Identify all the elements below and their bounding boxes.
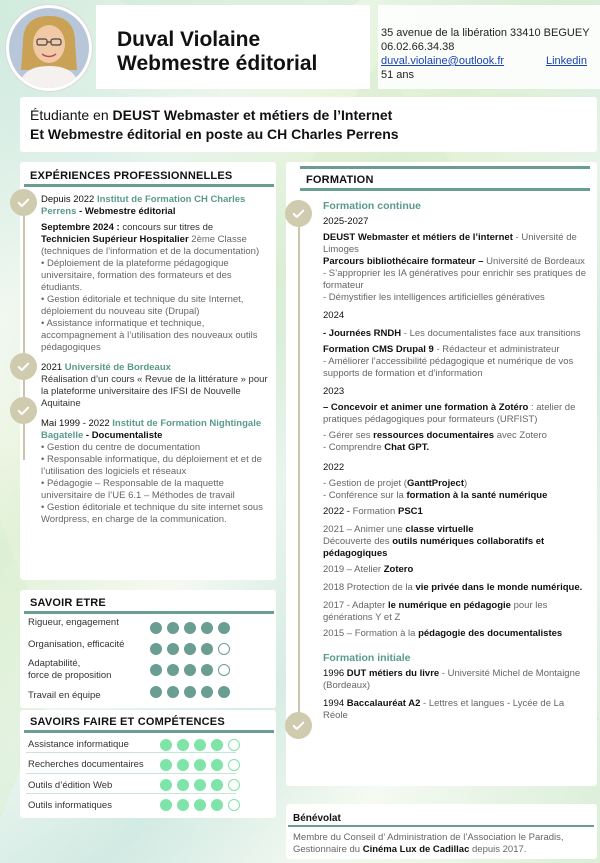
priv-a: 2018 Protection de la: [323, 582, 416, 593]
priv-b: vie privée dans le monde numérique.: [415, 582, 583, 593]
gpt-a: - Comprendre: [323, 442, 385, 453]
job3-org: Institut de Formation Nightingale Bagatelle: [41, 418, 262, 441]
savoirs-faire-title-bar: [24, 730, 274, 733]
ia-1: - S’approprier les IA génératives pour enrichir ses pratiques de formateur: [323, 268, 586, 291]
job3-bullet4: • Gestion éditoriale et technique du site internet sous Wordpress, en charge de la communication.: [41, 502, 263, 525]
job3-role: - Documentaliste: [83, 430, 163, 441]
experience-title-bar: [24, 184, 274, 187]
check-icon: [10, 189, 37, 216]
headline-degree: DEUST Webmaster et métiers de l’Internet: [112, 107, 393, 123]
skill-rating: [150, 686, 230, 698]
linkedin-link[interactable]: Linkedin: [546, 55, 587, 67]
drupal: Formation CMS Drupal 9: [323, 344, 434, 355]
zotero-1: – Concevoir et animer une formation à Zotéro: [323, 402, 529, 413]
rndh: - Journées RNDH: [323, 328, 402, 339]
person-name: Duval Violaine: [117, 28, 261, 51]
zotero-2b: ressources documentaires: [373, 430, 495, 441]
job1-bullet3: • Assistance informatique et technique, accompagnement à l’utilisation des nouveaux outils pédagogiques: [41, 318, 258, 353]
benevolat-text: [293, 832, 593, 856]
formation-title: FORMATION: [306, 174, 374, 186]
check-icon: [285, 200, 312, 227]
row-divider: [26, 793, 236, 794]
job2-text: Réalisation d’un cours « Revue de la littérature » pour la plateforme universitaire des IFSI de Nouvelle Aquitaine: [41, 374, 268, 409]
headline-prefix: Étudiante en: [30, 107, 113, 123]
rating-dot-filled: [150, 664, 162, 676]
rating-dot-filled: [167, 643, 179, 655]
year-2023: 2023: [323, 386, 345, 397]
job1-org: Institut de Formation CH Charles Perrens: [41, 194, 246, 217]
rating-dot-filled: [160, 799, 172, 811]
rating-dot-filled: [177, 799, 189, 811]
skill-label: Rigueur, engagement: [28, 617, 119, 628]
rating-dot-filled: [150, 622, 162, 634]
job-title: Webmestre éditorial: [117, 52, 318, 75]
job1-sept-label: Septembre 2024 :: [41, 222, 120, 233]
check-icon: [10, 353, 37, 380]
rating-dot-filled: [184, 686, 196, 698]
cv-d: outils numériques collaboratifs et pédagogiques: [323, 536, 545, 559]
rating-dot-empty: [218, 643, 230, 655]
rating-dot-filled: [201, 686, 213, 698]
skill-rating: [150, 643, 230, 655]
rating-dot-filled: [218, 622, 230, 634]
rating-dot-filled: [194, 759, 206, 771]
cv-b: classe virtuelle: [405, 524, 474, 535]
year-2025: 2025-2027: [323, 216, 369, 227]
job1-date: Depuis 2022: [41, 194, 97, 205]
gantt-c: ): [463, 478, 468, 489]
skill-label: Recherches documentaires: [28, 759, 144, 770]
benevolat-line2a: Gestionnaire du: [293, 844, 363, 855]
experience-title: EXPÉRIENCES PROFESSIONNELLES: [30, 170, 233, 182]
rating-dot-filled: [194, 739, 206, 751]
benevolat-title: Bénévolat: [293, 813, 341, 824]
job2-date: 2021: [41, 362, 65, 373]
rating-dot-filled: [150, 643, 162, 655]
skill-rating: [160, 759, 240, 771]
email-link[interactable]: duval.violaine@outlook.fr: [381, 55, 505, 67]
rating-dot-filled: [184, 622, 196, 634]
contact-block: [381, 26, 591, 82]
row-divider: [26, 773, 236, 774]
bac-a: 1994: [323, 698, 347, 709]
psc-c: PSC1: [397, 506, 423, 517]
year-2024: 2024: [323, 310, 345, 321]
job3-bullet2: • Responsable informatique, du déploiement et et de l’utilisation des logiciels et réseaux: [41, 454, 262, 477]
formation-continue-title: Formation continue: [323, 200, 421, 212]
job1-tsh-rest: 2ème Classe (techniques de l’information et de la documentation): [41, 234, 260, 257]
cv-c: Découverte des: [323, 536, 393, 547]
skill-label: Organisation, efficacité: [28, 639, 125, 650]
rating-dot-filled: [150, 686, 162, 698]
rating-dot-filled: [160, 759, 172, 771]
avatar-illustration: [9, 8, 89, 88]
num-a: 2017 - Adapter: [323, 600, 388, 611]
skill-label: Outils informatiques: [28, 800, 112, 811]
rating-dot-empty: [228, 779, 240, 791]
parcours-rest: Université de Bordeaux: [483, 256, 585, 267]
rating-dot-filled: [194, 799, 206, 811]
accessibility: - Améliorer l’accessibilité pédagogique et numérique de vos supports de formation et d’information: [323, 356, 574, 379]
dut-b: DUT métiers du livre: [346, 668, 440, 679]
job1-sept-text: concours sur titres de: [119, 222, 214, 233]
rating-dot-filled: [211, 779, 223, 791]
zotero-2a: - Gérer ses: [323, 430, 374, 441]
savoir-etre-title: SAVOIR ETRE: [30, 597, 106, 609]
bac-c: - Lettres et langues - Lycée de La Réole: [323, 698, 565, 721]
psc-a: 2022 -: [323, 506, 353, 517]
benevolat-line2b: Cinéma Lux de Cadillac: [362, 844, 470, 855]
rating-dot-filled: [167, 686, 179, 698]
rating-dot-filled: [211, 759, 223, 771]
savoir-etre-title-bar: [24, 611, 274, 614]
address: 35 avenue de la libération 33410 BEGUEY: [381, 27, 590, 39]
row-divider: [26, 752, 236, 753]
job1-bullet1: • Déploiement de la plateforme pédagogique universitaire, formation des formateurs et des étudiants.: [41, 258, 232, 293]
deust-rest: - Université de Limoges: [323, 232, 577, 255]
rating-dot-filled: [167, 664, 179, 676]
rating-dot-filled: [201, 664, 213, 676]
conf-a: - Conférence sur la: [323, 490, 407, 501]
experience-list: [41, 194, 269, 526]
num-b: le numérique en pédagogie: [387, 600, 511, 611]
rating-dot-filled: [201, 622, 213, 634]
skill-label: Assistance informatique: [28, 739, 129, 750]
skill-rating: [150, 664, 230, 676]
check-icon: [285, 712, 312, 739]
rating-dot-filled: [160, 739, 172, 751]
formation-title-bar: [300, 188, 590, 191]
benevolat-line2c: depuis 2017.: [469, 844, 527, 855]
rating-dot-filled: [160, 779, 172, 791]
rating-dot-filled: [177, 759, 189, 771]
job2-org: Université de Bordeaux: [64, 362, 171, 373]
rating-dot-empty: [228, 799, 240, 811]
bac-b: Baccalauréat A2: [346, 698, 421, 709]
skill-label: Travail en équipe: [28, 690, 101, 701]
rndh-rest: - Les documentalistes face aux transitions: [401, 328, 581, 339]
z2019-a: 2019 – Atelier: [323, 564, 384, 575]
rating-dot-filled: [201, 643, 213, 655]
zotero-2c: avec Zotero: [494, 430, 547, 441]
rating-dot-filled: [177, 779, 189, 791]
gpt-b: Chat GPT.: [384, 442, 430, 453]
rating-dot-filled: [167, 622, 179, 634]
drupal-rest: - Rédacteur et administrateur: [433, 344, 560, 355]
headline: [30, 106, 399, 144]
check-icon: [10, 397, 37, 424]
zotero-1-rest: : atelier de pratiques pédagogiques pour formateurs (URFIST): [323, 402, 576, 425]
name-block: [117, 28, 317, 76]
deust: DEUST Webmaster et métiers de l’internet: [323, 232, 513, 243]
phone: 06.02.66.34.38: [381, 41, 455, 53]
rating-dot-filled: [211, 799, 223, 811]
skill-rating: [150, 622, 230, 634]
rating-dot-empty: [218, 664, 230, 676]
ped-a: 2015 – Formation à la: [323, 628, 419, 639]
skill-rating: [160, 799, 240, 811]
job1-tsh: Technicien Supérieur Hospitalier: [41, 234, 189, 245]
job3-date: Mai 1999 - 2022: [41, 418, 113, 429]
rating-dot-filled: [211, 739, 223, 751]
savoirs-faire-title: SAVOIRS FAIRE ET COMPÉTENCES: [30, 716, 225, 728]
formation-list: [323, 200, 588, 722]
parcours: Parcours bibliothécaire formateur –: [323, 256, 484, 267]
skill-rating: [160, 739, 240, 751]
cv-a: 2021 – Animer une: [323, 524, 406, 535]
conf-b: formation à la santé numérique: [406, 490, 548, 501]
ped-b: pédagogie des documentalistes: [418, 628, 563, 639]
benevolat-title-bar: [288, 825, 594, 827]
year-2022: 2022: [323, 462, 345, 473]
formation-initiale-title: Formation initiale: [323, 652, 411, 664]
age: 51 ans: [381, 69, 415, 81]
ia-2: - Démystifier les intelligences artificielles génératives: [323, 292, 545, 303]
rating-dot-filled: [194, 779, 206, 791]
job1-role: - Webmestre éditorial: [76, 206, 176, 217]
rating-dot-filled: [184, 664, 196, 676]
skill-label: Outils d’édition Web: [28, 780, 113, 791]
rating-dot-filled: [177, 739, 189, 751]
benevolat-line1: Membre du Conseil d’ Administration de l’Association le Paradis,: [293, 832, 564, 843]
z2019-b: Zotero: [383, 564, 414, 575]
rating-dot-filled: [218, 686, 230, 698]
rating-dot-empty: [228, 759, 240, 771]
dut-c: - Université Michel de Montaigne (Bordeaux): [323, 668, 581, 691]
skill-rating: [160, 779, 240, 791]
gantt-b: GanttProject: [406, 478, 464, 489]
gantt-a: - Gestion de projet (: [323, 478, 407, 489]
formation-title-bar-top: [300, 166, 590, 169]
dut-a: 1996: [323, 668, 347, 679]
rating-dot-filled: [184, 643, 196, 655]
job3-bullet3: • Pédagogie – Responsable de la maquette universitaire de l’UE 6.1 – Méthodes de travail: [41, 478, 235, 501]
rating-dot-empty: [228, 739, 240, 751]
skill-label: Adaptabilité, force de proposition: [28, 658, 112, 681]
profile-photo: [6, 5, 92, 91]
headline-position: Et Webmestre éditorial en poste au CH Charles Perrens: [30, 126, 399, 142]
psc-b: Formation: [352, 506, 398, 517]
formation-timeline: [298, 220, 300, 725]
num-c: pour les générations Y et Z: [323, 600, 548, 623]
job1-bullet2: • Gestion éditoriale et technique du site Internet, déploiement du nouveau site (Drupal): [41, 294, 244, 317]
job3-bullet1: • Gestion du centre de documentation: [41, 442, 201, 453]
